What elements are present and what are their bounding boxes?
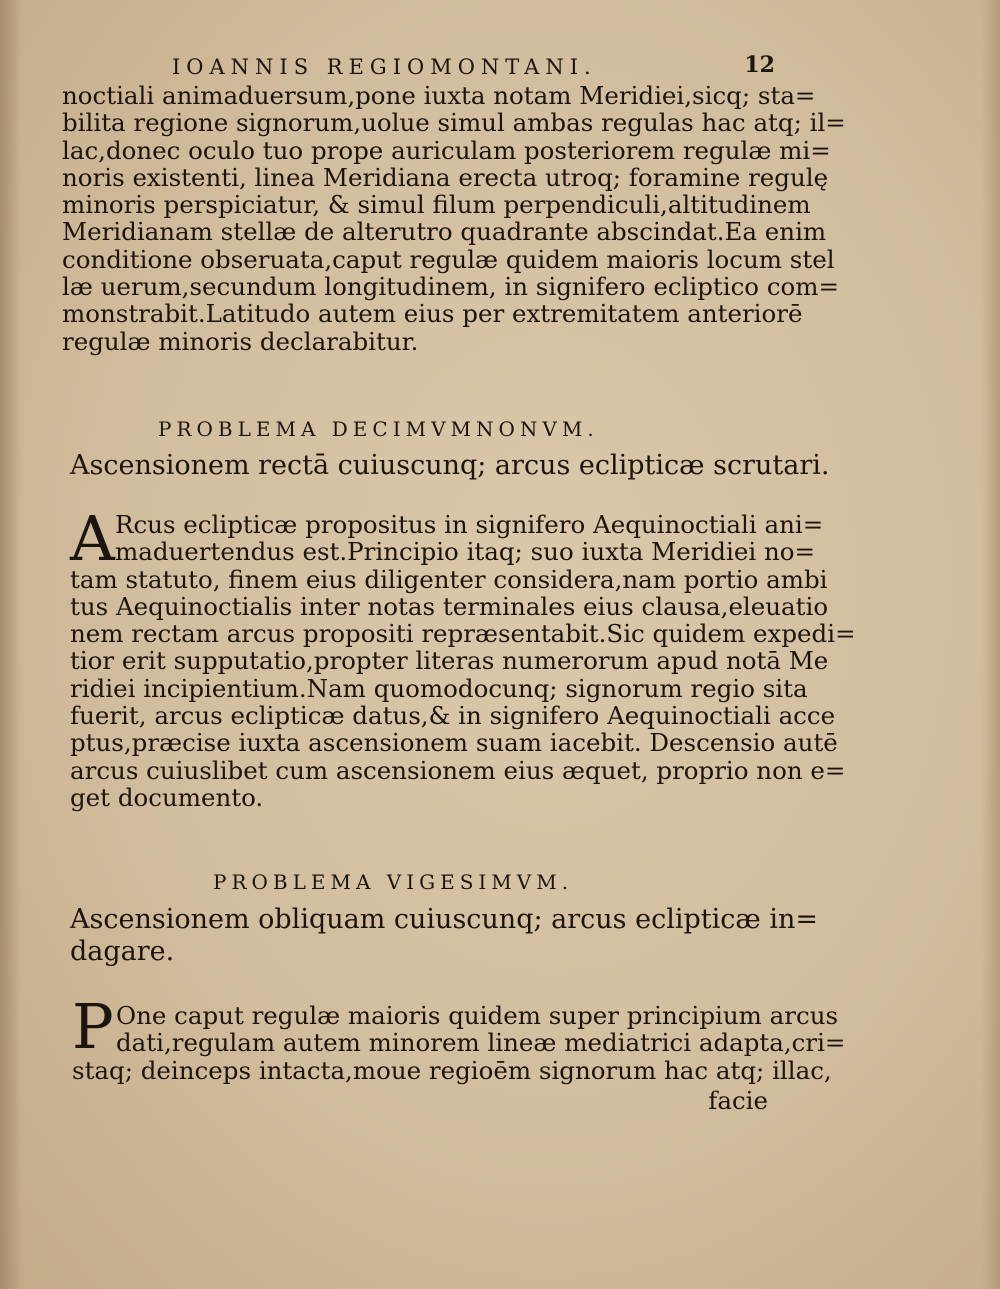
text-line: læ uerum,secundum longitudinem, in signifero ecliptico com= [62,272,840,302]
text-line: get documento. [70,782,264,812]
text-line: lac,donec oculo tuo prope auriculam posteriorem regulæ mi= [62,135,831,165]
problem-19-statement [70,450,830,482]
drop-cap-initial: P [72,990,114,1063]
text-line: noris existenti, linea Meridiana erecta utroq; foramine regulę [62,162,829,192]
text-line: conditione obseruata,caput regulæ quidem maioris locum stel [62,244,835,274]
running-head: IOANNIS REGIOMONTANI. [172,55,597,79]
text-line: Meridianam stellæ de alterutro quadrante abscindat.Ea enim [62,217,827,247]
problem-19-heading: PROBLEMA DECIMVMNONVM. [158,417,599,441]
text-line: ridiei incipientium.Nam quomodocunq; signorum regio sita [70,673,808,703]
problem-20-heading: PROBLEMA VIGESIMVM. [213,870,574,894]
text-line: arcus cuiuslibet cum ascensionem eius æquet, proprio non e= [70,755,846,785]
problem-20-body [72,1001,846,1085]
problem-20-statement [70,904,818,968]
statement-line: dagare. [70,936,175,967]
text-line: noctiali animaduersum,pone iuxta notam Meridiei,sicq; sta= [62,81,816,110]
page-number: 12 [744,52,775,78]
text-line: staq; deinceps intacta,moue regioēm signorum hac atq; illac, [72,1055,832,1085]
text-line: ptus,præcise iuxta ascensionem suam iacebit. Descensio autē [70,728,838,758]
text-line: tus Aequinoctialis inter notas terminales eius clausa,eleuatio [70,591,829,621]
problem-19-body [70,510,856,812]
catchword: facie [708,1086,768,1115]
statement-line: Ascensionem rectā cuiuscunq; arcus eclipticæ scrutari. [70,450,830,481]
text-line: dati,regulam autem minorem lineæ mediatrici adapta,cri= [116,1028,846,1058]
text-line: Rcus eclipticæ propositus in signifero Aequinoctiali ani= [115,510,824,539]
text-line: fuerit, arcus eclipticæ datus,& in signifero Aequinoctiali acce [70,701,836,731]
text-line: One caput regulæ maioris quidem super principium arcus [116,1001,839,1030]
statement-line: Ascensionem obliquam cuiuscunq; arcus eclipticæ in= [70,904,818,935]
text-line: maduertendus est.Principio itaq; suo iuxta Meridiei no= [115,537,815,567]
text-line: nem rectam arcus propositi repræsentabit.Sic quidem expedi= [70,619,856,649]
text-line: regulæ minoris declarabitur. [62,326,419,356]
text-line: tior erit supputatio,propter literas numerorum apud notā Me [70,646,829,676]
text-line: bilita regione signorum,uolue simul ambas regulas hac atq; il= [62,108,846,138]
drop-cap-initial: A [70,502,115,575]
paragraph-top [62,81,846,356]
text-line: tam statuto, finem eius diligenter considera,nam portio ambi [70,564,828,594]
text-line: minoris perspiciatur, & simul filum perpendiculi,altitudinem [62,190,811,220]
text-line: monstrabit.Latitudo autem eius per extremitatem anteriorē [62,299,803,329]
